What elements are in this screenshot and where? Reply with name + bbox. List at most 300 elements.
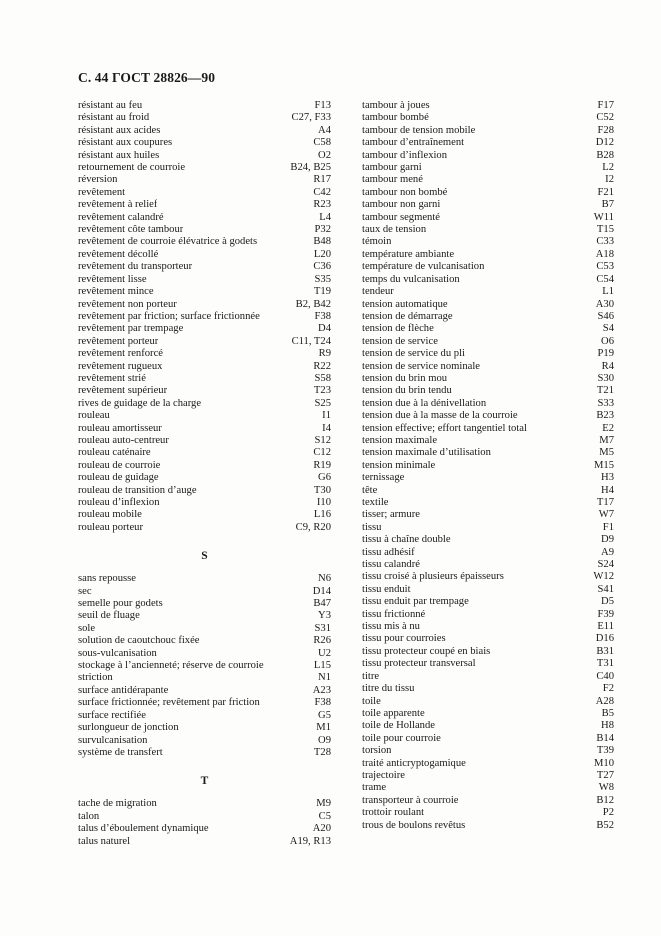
index-term: tache de migration [78, 798, 157, 810]
index-code: S31 [314, 622, 331, 634]
index-entry [78, 836, 331, 848]
index-entry [78, 274, 331, 286]
index-entry [362, 199, 614, 211]
index-entry [362, 820, 614, 832]
index-term: tissu calandré [362, 559, 420, 571]
index-code: A28 [595, 695, 614, 707]
index-entry [362, 807, 614, 819]
index-code: S46 [597, 310, 614, 322]
index-code: W11 [593, 211, 614, 223]
index-term: tambour non bombé [362, 186, 448, 198]
index-entry [78, 323, 331, 335]
index-entry [362, 534, 614, 546]
index-entry [78, 435, 331, 447]
index-entry [362, 795, 614, 807]
index-code: A20 [312, 823, 331, 835]
index-term: retournement de courroie [78, 162, 186, 174]
index-term: système de transfert [78, 746, 163, 758]
index-term: revêtement lisse [78, 273, 147, 285]
index-entry [362, 584, 614, 596]
index-term: rouleau porteur [78, 521, 144, 533]
index-entry [78, 586, 331, 598]
index-code: B52 [596, 819, 614, 831]
index-code: E11 [597, 621, 614, 633]
index-term: résistant aux huiles [78, 149, 160, 161]
index-term: revêtement porteur [78, 335, 159, 347]
index-entry [362, 782, 614, 794]
index-entry [78, 224, 331, 236]
index-term: tête [362, 484, 378, 496]
index-entry [78, 385, 331, 397]
index-entry [78, 162, 331, 174]
index-entry [78, 472, 331, 484]
index-entry [362, 646, 614, 658]
index-term: solution de caoutchouc fixée [78, 635, 200, 647]
index-entry [78, 261, 331, 273]
index-term: tension de service du pli [362, 348, 465, 360]
index-term: résistant au froid [78, 112, 150, 124]
index-term: revêtement strié [78, 372, 146, 384]
index-term: ternissage [362, 472, 405, 484]
index-code: D16 [595, 633, 614, 645]
index-term: revêtement du transporteur [78, 261, 193, 273]
index-entry [362, 224, 614, 236]
index-term: tension de service nominale [362, 360, 480, 372]
index-entry [362, 658, 614, 670]
index-entry [78, 336, 331, 348]
index-code: F28 [597, 124, 614, 136]
index-entry [362, 609, 614, 621]
index-entry [362, 150, 614, 162]
index-entry [78, 348, 331, 360]
index-code: H3 [601, 472, 614, 484]
index-term: surlongueur de jonction [78, 722, 179, 734]
index-term: rouleau mobile [78, 509, 142, 521]
index-term: semelle pour godets [78, 598, 163, 610]
section-letter-s: S [201, 550, 208, 563]
index-entry [78, 137, 331, 149]
index-code: W12 [593, 571, 614, 583]
index-term: revêtement côte tambour [78, 224, 184, 236]
index-term: tension maximale [362, 434, 438, 446]
index-entry [78, 635, 331, 647]
index-entry [362, 373, 614, 385]
index-term: toile [362, 695, 381, 707]
index-entry [78, 100, 331, 112]
index-code: F38 [314, 697, 331, 709]
index-term: trajectoire [362, 769, 405, 781]
index-term: résistant aux coupures [78, 137, 173, 149]
index-term: talon [78, 810, 100, 822]
index-term: revêtement calandré [78, 211, 164, 223]
index-term: revêtement décollé [78, 248, 159, 260]
index-code: F17 [597, 100, 614, 111]
index-code: S58 [314, 372, 331, 384]
index-term: témoin [362, 236, 392, 248]
index-term: talus naturel [78, 835, 131, 847]
index-code: L2 [602, 162, 614, 174]
index-term: toile apparente [362, 707, 425, 719]
index-code: L20 [313, 248, 331, 260]
index-term: surface antidérapante [78, 684, 169, 696]
index-code: E2 [602, 422, 614, 434]
index-term: tissu pour courroies [362, 633, 446, 645]
index-term: tension automatique [362, 298, 448, 310]
index-code: B5 [601, 707, 614, 719]
index-entry [362, 447, 614, 459]
index-code: P19 [597, 348, 614, 360]
index-term: tambour non garni [362, 199, 441, 211]
index-term: tambour segmenté [362, 211, 440, 223]
index-entry [78, 361, 331, 373]
index-code: L15 [313, 660, 331, 672]
index-code: R22 [313, 360, 331, 372]
index-entry [78, 610, 331, 622]
index-term: tambour de tension mobile [362, 124, 476, 136]
index-entry [362, 758, 614, 770]
index-term: surface rectifiée [78, 709, 146, 721]
index-term: revêtement par friction; surface frictionnée [78, 310, 260, 322]
index-term: tension de démarrage [362, 310, 453, 322]
index-entry [362, 633, 614, 645]
index-entry [78, 685, 331, 697]
index-code: I1 [322, 410, 331, 422]
index-term: tissu frictionné [362, 608, 426, 620]
index-term: rouleau caténaire [78, 447, 151, 459]
index-entry [362, 509, 614, 521]
index-term: rouleau [78, 410, 110, 422]
index-entry [78, 735, 331, 747]
index-code: R19 [313, 459, 331, 471]
index-code: C40 [596, 670, 614, 682]
index-entry [78, 522, 331, 534]
index-code: A18 [595, 248, 614, 260]
index-entry [78, 249, 331, 261]
index-entry [362, 671, 614, 683]
index-term: tension de service [362, 335, 438, 347]
index-code: C52 [596, 112, 614, 124]
index-code: G5 [318, 709, 331, 721]
index-entry [362, 485, 614, 497]
index-term: revêtement de courroie élévatrice à godets [78, 236, 258, 248]
index-term: sans repousse [78, 573, 136, 585]
index-code: M9 [316, 798, 331, 810]
index-term: surface frictionnée; revêtement par friction [78, 697, 260, 709]
index-code: C42 [313, 186, 331, 198]
index-term: tendeur [362, 286, 394, 298]
index-term: tissu mis à nu [362, 621, 420, 633]
index-entry [78, 286, 331, 298]
index-entry [362, 547, 614, 559]
index-entry [78, 187, 331, 199]
index-term: trame [362, 782, 387, 794]
index-term: tissu protecteur coupé en biais [362, 645, 491, 657]
index-code: O2 [318, 149, 331, 161]
index-code: F2 [602, 683, 614, 695]
index-entry [78, 174, 331, 186]
index-term: rives de guidage de la charge [78, 397, 202, 409]
index-term: sous-vulcanisation [78, 647, 157, 659]
index-code: F38 [314, 310, 331, 322]
index-entry [78, 410, 331, 422]
index-code: C12 [313, 447, 331, 459]
index-entry [362, 522, 614, 534]
index-code: C5 [318, 810, 331, 822]
index-term: rouleau de guidage [78, 472, 159, 484]
index-term: tension du brin mou [362, 372, 448, 384]
index-term: toile de Hollande [362, 720, 435, 732]
index-code: N1 [318, 672, 331, 684]
index-term: temps du vulcanisation [362, 273, 460, 285]
index-entry [78, 212, 331, 224]
index-entry [362, 112, 614, 124]
index-code: R23 [313, 199, 331, 211]
index-entry [362, 174, 614, 186]
index-entry [78, 460, 331, 472]
index-term: tissu enduit par trempage [362, 596, 469, 608]
index-term: tambour mené [362, 174, 423, 186]
index-term: trottoir roulant [362, 807, 425, 819]
index-entry [362, 187, 614, 199]
index-term: torsion [362, 745, 392, 757]
index-entry [362, 460, 614, 472]
index-code: R17 [313, 174, 331, 186]
index-code: I10 [316, 497, 331, 508]
index-code: A4 [318, 124, 331, 136]
index-code: B7 [601, 199, 614, 211]
index-entry [78, 125, 331, 137]
index-term: tension effective; effort tangentiel total [362, 422, 527, 434]
index-code: O6 [601, 335, 614, 347]
index-entry [362, 435, 614, 447]
index-code: I4 [322, 422, 331, 434]
index-code: T30 [313, 484, 331, 496]
index-term: résistant aux acides [78, 124, 161, 136]
index-term: taux de tension [362, 224, 427, 236]
index-entry [78, 747, 331, 759]
index-code: D14 [312, 585, 331, 597]
index-code: L16 [313, 509, 331, 521]
index-term: titre [362, 670, 380, 682]
index-term: tissu protecteur transversal [362, 658, 476, 670]
index-code: C33 [596, 236, 614, 248]
index-code: F21 [597, 186, 614, 198]
index-code: B48 [313, 236, 331, 248]
index-entry [78, 497, 331, 509]
index-term: tension due à la dénivellation [362, 397, 487, 409]
index-term: tissu à chaîne double [362, 534, 451, 546]
index-term: tisser; armure [362, 509, 420, 521]
index-code: P2 [602, 807, 614, 819]
index-entry [362, 286, 614, 298]
index-entry [362, 410, 614, 422]
index-code: T19 [313, 286, 331, 298]
index-code: C27, F33 [291, 112, 331, 124]
index-code: B47 [313, 598, 331, 610]
index-code: B28 [596, 149, 614, 161]
index-code: T31 [596, 658, 614, 670]
index-entry [362, 621, 614, 633]
index-entry [78, 648, 331, 660]
index-code: A19, R13 [289, 835, 331, 847]
index-entry [362, 361, 614, 373]
index-code: B31 [596, 645, 614, 657]
index-entry [362, 311, 614, 323]
index-entry [362, 398, 614, 410]
index-code: B23 [596, 410, 614, 422]
index-block-r [78, 100, 331, 534]
index-term: température ambiante [362, 248, 455, 260]
index-entry [78, 598, 331, 610]
index-entry [78, 485, 331, 497]
index-entry [362, 100, 614, 112]
index-entry [78, 423, 331, 435]
index-term: seuil de fluage [78, 610, 140, 622]
index-entry [362, 336, 614, 348]
index-term: tension de flèche [362, 323, 434, 335]
index-term: rouleau de courroie [78, 459, 161, 471]
index-entry [362, 770, 614, 782]
index-column-right [362, 100, 614, 832]
index-entry [362, 423, 614, 435]
index-code: S33 [597, 397, 614, 409]
index-entry [362, 596, 614, 608]
index-code: D12 [595, 137, 614, 149]
index-code: I2 [605, 174, 614, 186]
index-entry [362, 683, 614, 695]
index-term: rouleau amortisseur [78, 422, 162, 434]
index-code: F39 [597, 608, 614, 620]
index-code: T27 [596, 769, 614, 781]
index-entry [362, 571, 614, 583]
index-code: T28 [313, 746, 331, 758]
index-entry [362, 274, 614, 286]
index-entry [362, 261, 614, 273]
index-code: T15 [596, 224, 614, 236]
index-entry [78, 509, 331, 521]
index-code: B24, B25 [290, 162, 331, 174]
index-entry [78, 236, 331, 248]
index-code: T39 [596, 745, 614, 757]
index-term: stockage à l’ancienneté; réserve de courroie [78, 660, 264, 672]
index-term: sole [78, 622, 96, 634]
index-block-t-continued [362, 100, 614, 832]
index-code: L4 [319, 211, 331, 223]
index-code: B2, B42 [295, 298, 331, 310]
index-entry [78, 710, 331, 722]
index-entry [78, 811, 331, 823]
index-code: P32 [314, 224, 331, 236]
index-entry [362, 323, 614, 335]
index-term: survulcanisation [78, 734, 148, 746]
index-code: M7 [599, 434, 614, 446]
index-code: C53 [596, 261, 614, 273]
index-entry [362, 299, 614, 311]
index-code: T17 [596, 497, 614, 508]
index-term: traité anticryptogamique [362, 757, 466, 769]
index-term: revêtement supérieur [78, 385, 168, 397]
index-code: M5 [599, 447, 614, 459]
index-term: sec [78, 585, 92, 597]
index-term: transporteur à courroie [362, 794, 459, 806]
index-term: revêtement non porteur [78, 298, 177, 310]
index-entry [78, 299, 331, 311]
index-term: revêtement renforcé [78, 348, 163, 360]
index-code: O9 [318, 734, 331, 746]
index-code: R4 [601, 360, 614, 372]
index-term: tissu adhésif [362, 546, 415, 558]
index-entry [362, 733, 614, 745]
index-term: rouleau d’inflexion [78, 497, 160, 508]
index-entry [78, 150, 331, 162]
index-code: T21 [596, 385, 614, 397]
index-entry [78, 398, 331, 410]
index-code: C9, R20 [295, 521, 331, 533]
index-term: revêtement mince [78, 286, 154, 298]
index-term: tension due à la masse de la courroie [362, 410, 518, 422]
index-term: tambour à joues [362, 100, 430, 111]
index-entry [78, 447, 331, 459]
index-entry [362, 559, 614, 571]
index-term: revêtement à relief [78, 199, 158, 211]
index-code: A9 [601, 546, 614, 558]
index-term: trous de boulons revêtus [362, 819, 466, 831]
index-entry [78, 823, 331, 835]
index-code: H4 [601, 484, 614, 496]
index-entry [78, 672, 331, 684]
index-entry [362, 708, 614, 720]
index-term: tambour garni [362, 162, 422, 174]
index-block-t [78, 798, 331, 848]
index-term: tissu [362, 521, 382, 533]
index-code: D5 [601, 596, 614, 608]
index-entry [362, 212, 614, 224]
index-entry [362, 497, 614, 509]
index-term: revêtement [78, 186, 126, 198]
index-code: U2 [318, 647, 331, 659]
index-code: R9 [318, 348, 331, 360]
index-term: tissu croisé à plusieurs épaisseurs [362, 571, 504, 583]
index-entry [78, 722, 331, 734]
index-entry [362, 162, 614, 174]
index-term: résistant au feu [78, 100, 143, 111]
index-term: titre du tissu [362, 683, 415, 695]
index-code: C11, T24 [291, 335, 331, 347]
index-term: toile pour courroie [362, 732, 441, 744]
index-term: tension minimale [362, 459, 436, 471]
index-code: Y3 [318, 610, 331, 622]
index-term: revêtement rugueux [78, 360, 163, 372]
index-code: H8 [601, 720, 614, 732]
index-term: réversion [78, 174, 118, 186]
index-code: N6 [318, 573, 331, 585]
index-entry [362, 385, 614, 397]
index-entry [78, 199, 331, 211]
index-term: rouleau de transition d’auge [78, 484, 197, 496]
index-entry [78, 660, 331, 672]
index-code: S4 [602, 323, 614, 335]
index-term: tension du brin tendu [362, 385, 452, 397]
index-entry [362, 137, 614, 149]
index-entry [78, 697, 331, 709]
index-code: B12 [596, 794, 614, 806]
index-entry [78, 311, 331, 323]
index-code: F13 [314, 100, 331, 111]
index-entry [78, 623, 331, 635]
index-code: R26 [313, 635, 331, 647]
index-code: T23 [313, 385, 331, 397]
index-entry [362, 696, 614, 708]
